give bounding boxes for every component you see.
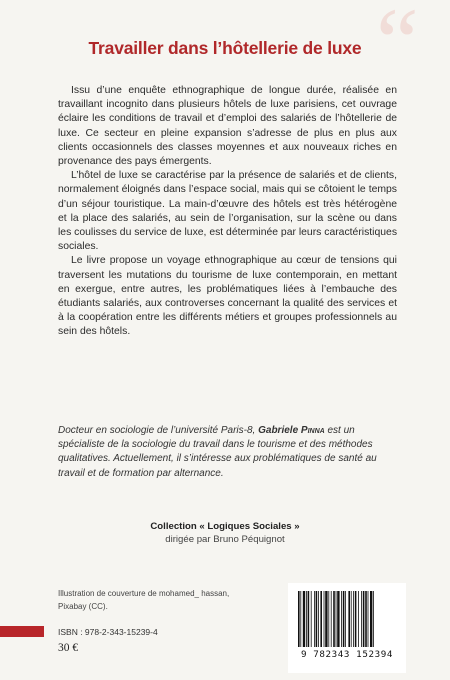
author-bio-intro: Docteur en sociologie de l’université Paris-8, [58, 425, 259, 436]
barcode-bars-icon [298, 591, 396, 649]
quote-mark-icon: “ [376, 0, 419, 95]
collection-director: dirigée par Bruno Péquignot [165, 534, 285, 545]
blurb-paragraph-3: Le livre propose un voyage ethnographique au cœur de tensions qui traversent les mutations du tourisme de luxe contemporain, en mettant en exergue, entre autres, les problématiques liées à l’embauche des étudiants salariés, aux controverses concernant la qualité des services et à la coopération entre les différents métiers et groupes professionnels au sein des hôtels. [58, 255, 397, 338]
author-name [258, 425, 325, 436]
blurb [58, 84, 397, 340]
collection-info [0, 520, 450, 546]
blurb-paragraph-2: L’hôtel de luxe se caractérise par la présence de salariés et de clients, normalement éloignés dans l’espace social, mais qui se côtoient le temps d’un séjour touristique. La main-d’œuvre des hôtels est très hétérogène et la place des salariés, au sein de l’organisation, sur la scène ou dans les coulisses du service de luxe, est déterminée par leurs caractéristiques sociales. [58, 170, 398, 253]
accent-bar [0, 626, 44, 637]
isbn: ISBN : 978-2-343-15239-4 [58, 627, 158, 637]
collection-name: Collection « Logiques Sociales » [150, 521, 300, 532]
author-bio [58, 424, 397, 481]
author-first-name: Gabriele [258, 425, 301, 436]
barcode-digits: 9 782343 152394 [301, 649, 393, 660]
page-title: Travailler dans l’hôtellerie de luxe [88, 38, 362, 58]
blurb-paragraph-1: Issu d’une enquête ethnographique de longue durée, réalisée en travaillant incognito dans plusieurs hôtels de luxe parisiens, cet ouvrage éclaire les conditions de travail et d’emploi des salariés de l’hôtellerie de luxe. Ce secteur en pleine expansion s’adresse de plus en plus aux clients occasionnels des classes moyennes et aux nouveaux riches en provenance des pays émergents. [58, 85, 397, 168]
author-bio-rest: est un spécialiste de la sociologie du travail dans le tourisme et des méthodes qualitatives. Actuellement, il s’intéresse aux problématiques de santé au travail et de formation par alternance. [58, 425, 377, 479]
barcode [288, 583, 406, 673]
author-last-name: Pinna [300, 425, 325, 436]
price: 30 € [58, 642, 79, 654]
illustration-credit: Illustration de couverture de mohamed_ hassan, Pixabay (CC). [58, 589, 230, 611]
